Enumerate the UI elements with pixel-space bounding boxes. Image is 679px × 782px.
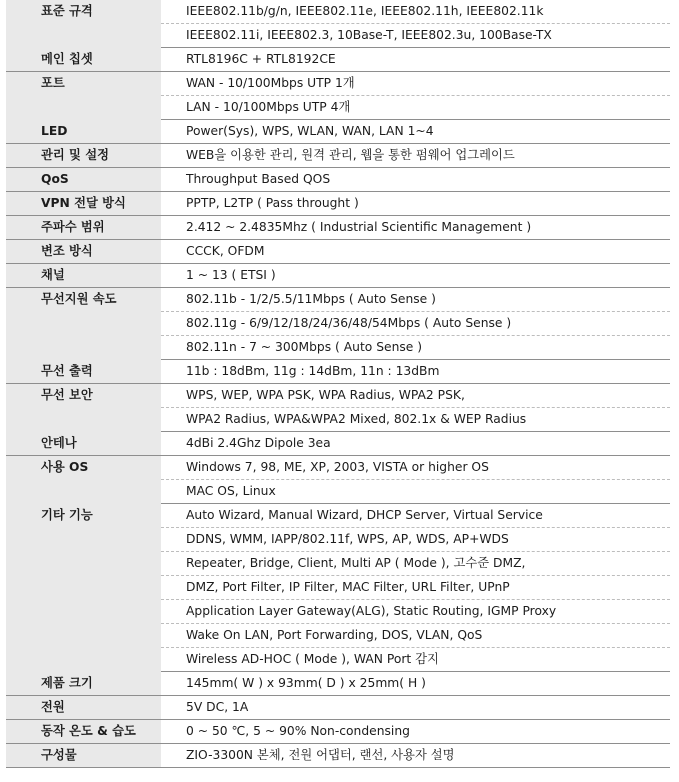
spec-row xyxy=(6,456,670,480)
spec-row xyxy=(6,264,670,288)
spec-label: 채널 xyxy=(6,264,161,288)
spec-row xyxy=(6,120,670,144)
spec-value: Windows 7, 98, ME, XP, 2003, VISTA or higher OS xyxy=(161,456,670,480)
spec-label: VPN 전달 방식 xyxy=(6,192,161,216)
spec-label: 무선 출력 xyxy=(6,360,161,384)
spec-value: Wireless AD-HOC ( Mode ), WAN Port 감지 xyxy=(161,648,670,672)
spec-row xyxy=(6,144,670,168)
spec-value: 11b : 18dBm, 11g : 14dBm, 11n : 13dBm xyxy=(161,360,670,384)
spec-value: 4dBi 2.4Ghz Dipole 3ea xyxy=(161,432,670,456)
spec-label: 제품 크기 xyxy=(6,672,161,696)
spec-row xyxy=(6,240,670,264)
spec-label: 변조 방식 xyxy=(6,240,161,264)
spec-value: IEEE802.11b/g/n, IEEE802.11e, IEEE802.11h, IEEE802.11k xyxy=(161,0,670,24)
spec-table-body xyxy=(6,0,670,768)
spec-label: LED xyxy=(6,120,161,144)
spec-value: 802.11b - 1/2/5.5/11Mbps ( Auto Sense ) xyxy=(161,288,670,312)
spec-row xyxy=(6,192,670,216)
spec-label: 주파수 범위 xyxy=(6,216,161,240)
spec-row xyxy=(6,48,670,72)
spec-value: 1 ~ 13 ( ETSI ) xyxy=(161,264,670,288)
spec-value: Repeater, Bridge, Client, Multi AP ( Mode ), 고수준 DMZ, xyxy=(161,552,670,576)
spec-value: ZIO-3300N 본체, 전원 어댑터, 랜선, 사용자 설명 xyxy=(161,744,670,768)
spec-value: DMZ, Port Filter, IP Filter, MAC Filter, URL Filter, UPnP xyxy=(161,576,670,600)
spec-value: LAN - 10/100Mbps UTP 4개 xyxy=(161,96,670,120)
spec-value: 0 ~ 50 ℃, 5 ~ 90% Non-condensing xyxy=(161,720,670,744)
spec-value: 2.412 ~ 2.4835Mhz ( Industrial Scientific Management ) xyxy=(161,216,670,240)
spec-value: PPTP, L2TP ( Pass throught ) xyxy=(161,192,670,216)
spec-value: 5V DC, 1A xyxy=(161,696,670,720)
spec-row xyxy=(6,384,670,408)
spec-row xyxy=(6,288,670,312)
spec-label: 안테나 xyxy=(6,432,161,456)
spec-value: Power(Sys), WPS, WLAN, WAN, LAN 1~4 xyxy=(161,120,670,144)
spec-value: WEB을 이용한 관리, 원격 관리, 웹을 통한 펌웨어 업그레이드 xyxy=(161,144,670,168)
spec-label: 무선지원 속도 xyxy=(6,288,161,360)
spec-label: 메인 칩셋 xyxy=(6,48,161,72)
spec-table xyxy=(6,0,670,768)
spec-row xyxy=(6,72,670,96)
spec-value: 145mm( W ) x 93mm( D ) x 25mm( H ) xyxy=(161,672,670,696)
spec-value: 802.11n - 7 ~ 300Mbps ( Auto Sense ) xyxy=(161,336,670,360)
spec-value: WPA2 Radius, WPA&WPA2 Mixed, 802.1x & WEP Radius xyxy=(161,408,670,432)
spec-row xyxy=(6,504,670,528)
spec-label: 전원 xyxy=(6,696,161,720)
spec-label: 표준 규격 xyxy=(6,0,161,48)
spec-value: WAN - 10/100Mbps UTP 1개 xyxy=(161,72,670,96)
spec-row xyxy=(6,168,670,192)
spec-value: CCCK, OFDM xyxy=(161,240,670,264)
spec-row xyxy=(6,0,670,24)
spec-label: 기타 기능 xyxy=(6,504,161,672)
spec-value: RTL8196C + RTL8192CE xyxy=(161,48,670,72)
spec-value: DDNS, WMM, IAPP/802.11f, WPS, AP, WDS, AP+WDS xyxy=(161,528,670,552)
spec-row xyxy=(6,672,670,696)
spec-value: Application Layer Gateway(ALG), Static Routing, IGMP Proxy xyxy=(161,600,670,624)
spec-row xyxy=(6,696,670,720)
spec-row xyxy=(6,360,670,384)
spec-value: 802.11g - 6/9/12/18/24/36/48/54Mbps ( Auto Sense ) xyxy=(161,312,670,336)
spec-value: WPS, WEP, WPA PSK, WPA Radius, WPA2 PSK, xyxy=(161,384,670,408)
spec-label: 무선 보안 xyxy=(6,384,161,432)
spec-row xyxy=(6,216,670,240)
spec-value: IEEE802.11i, IEEE802.3, 10Base-T, IEEE802.3u, 100Base-TX xyxy=(161,24,670,48)
spec-row xyxy=(6,432,670,456)
spec-row xyxy=(6,720,670,744)
spec-label: 포트 xyxy=(6,72,161,120)
spec-value: MAC OS, Linux xyxy=(161,480,670,504)
spec-label: 사용 OS xyxy=(6,456,161,504)
spec-value: Auto Wizard, Manual Wizard, DHCP Server, Virtual Service xyxy=(161,504,670,528)
spec-value: Throughput Based QOS xyxy=(161,168,670,192)
spec-label: 구성물 xyxy=(6,744,161,768)
spec-row xyxy=(6,744,670,768)
spec-label: 동작 온도 & 습도 xyxy=(6,720,161,744)
spec-label: QoS xyxy=(6,168,161,192)
spec-value: Wake On LAN, Port Forwarding, DOS, VLAN, QoS xyxy=(161,624,670,648)
spec-label: 관리 및 설정 xyxy=(6,144,161,168)
